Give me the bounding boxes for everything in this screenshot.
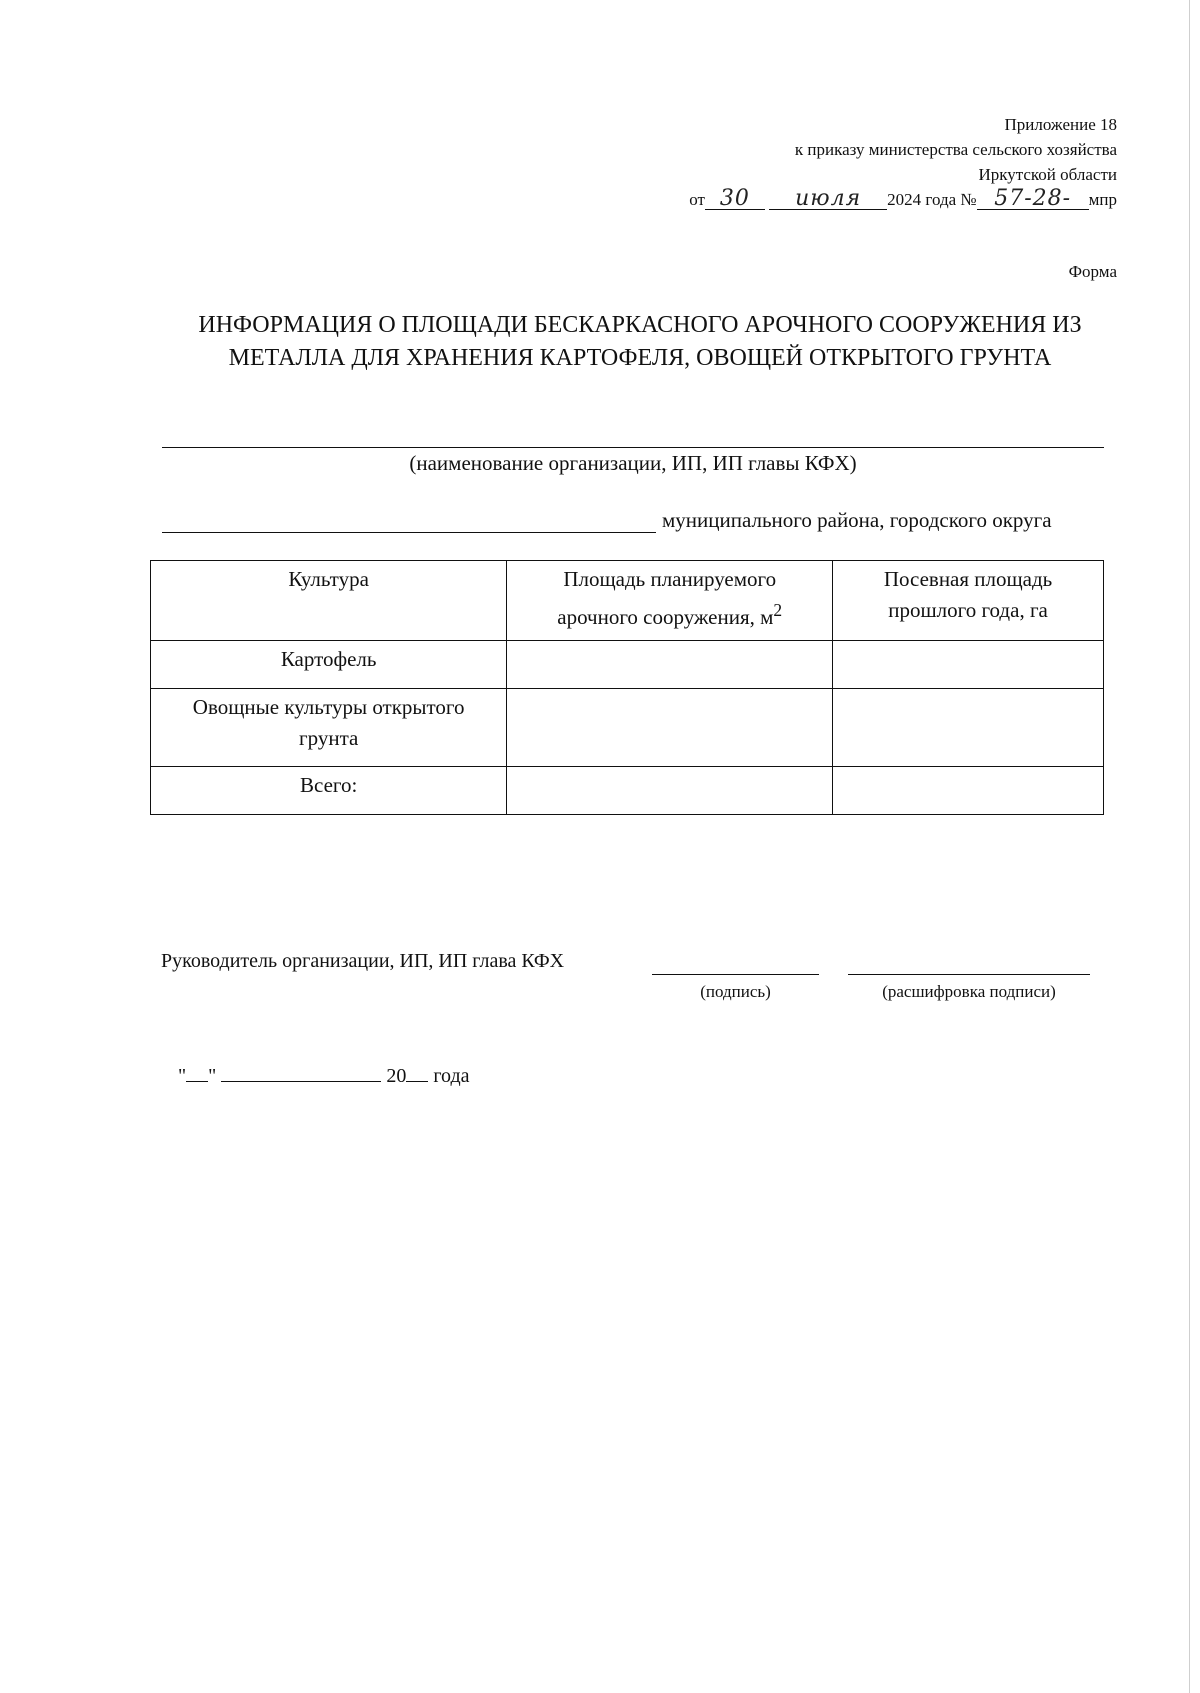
order-suffix: мпр	[1088, 190, 1117, 209]
header-unit-superscript: 2	[773, 600, 783, 620]
order-day-handwritten: 30	[719, 186, 750, 211]
cell-total-sown-area[interactable]	[833, 767, 1104, 815]
order-month-handwritten: июля	[795, 186, 862, 211]
cell-potato-sown-area[interactable]	[833, 641, 1104, 689]
municipality-label: муниципального района, городского округа	[662, 508, 1052, 532]
title-line-1: ИНФОРМАЦИЯ О ПЛОЩАДИ БЕСКАРКАСНОГО АРОЧНОГО СООРУЖЕНИЯ ИЗ	[198, 312, 1082, 338]
header-sown-area	[833, 561, 1104, 641]
order-reference: к приказу министерства сельского хозяйства	[794, 140, 1117, 159]
order-day-field	[705, 187, 765, 210]
order-prefix: от	[689, 190, 705, 209]
order-number-field	[977, 187, 1089, 210]
row-vegetables-label	[151, 689, 507, 767]
row-vegetables-line1: Овощные культуры открытого	[192, 695, 465, 719]
table-row	[151, 767, 1104, 815]
signature-decode-line[interactable]	[848, 974, 1090, 975]
header-culture: Культура	[151, 561, 507, 641]
header-planned-area-line1: Площадь планируемого	[563, 567, 777, 591]
order-month-field	[769, 187, 887, 210]
row-total-label: Всего:	[151, 767, 507, 815]
region-name: Иркутской области	[978, 165, 1117, 184]
signature-caption: (подпись)	[700, 982, 771, 1001]
order-date-line	[689, 187, 1117, 212]
title-line-2: МЕТАЛЛА ДЛЯ ХРАНЕНИЯ КАРТОФЕЛЯ, ОВОЩЕЙ ОТКРЫТОГО ГРУНТА	[228, 345, 1052, 371]
table-row	[151, 689, 1104, 767]
signature-line[interactable]	[652, 974, 819, 975]
row-vegetables-line2: грунта	[299, 726, 359, 750]
table-row	[151, 641, 1104, 689]
organization-name-line[interactable]	[162, 447, 1104, 448]
area-table	[150, 560, 1104, 815]
municipality-name-line[interactable]	[162, 532, 656, 533]
table-header-row	[151, 561, 1104, 641]
signature-date-line	[178, 1061, 470, 1088]
signature-decode-caption: (расшифровка подписи)	[882, 982, 1056, 1001]
appendix-number: Приложение 18	[1004, 115, 1117, 134]
date-century: 20	[386, 1065, 407, 1087]
organization-caption: (наименование организации, ИП, ИП главы КФХ)	[409, 451, 857, 475]
date-month-field[interactable]	[221, 1061, 381, 1082]
order-year-text: 2024 года №	[887, 190, 977, 209]
date-year-word: года	[433, 1065, 470, 1087]
cell-potato-planned-area[interactable]	[507, 641, 833, 689]
header-planned-area-line2: арочного сооружения, м	[557, 605, 774, 629]
date-day-field[interactable]	[186, 1061, 208, 1082]
date-quote-open: "	[178, 1065, 187, 1087]
cell-vegetables-sown-area[interactable]	[833, 689, 1104, 767]
header-sown-area-line2: прошлого года, га	[888, 598, 1048, 622]
signatory-label: Руководитель организации, ИП, ИП глава КФХ	[161, 950, 565, 972]
date-quote-close: "	[208, 1065, 217, 1087]
appendix-header	[689, 112, 1117, 212]
cell-vegetables-planned-area[interactable]	[507, 689, 833, 767]
order-number-handwritten: 57-28-	[994, 186, 1072, 211]
cell-total-planned-area[interactable]	[507, 767, 833, 815]
header-planned-area	[507, 561, 833, 641]
row-potato-label: Картофель	[151, 641, 507, 689]
header-sown-area-line1: Посевная площадь	[883, 567, 1053, 591]
document-title	[120, 309, 1160, 375]
date-year-field[interactable]	[406, 1061, 428, 1082]
scan-edge-line	[1189, 0, 1190, 1693]
form-label: Форма	[1068, 262, 1117, 281]
